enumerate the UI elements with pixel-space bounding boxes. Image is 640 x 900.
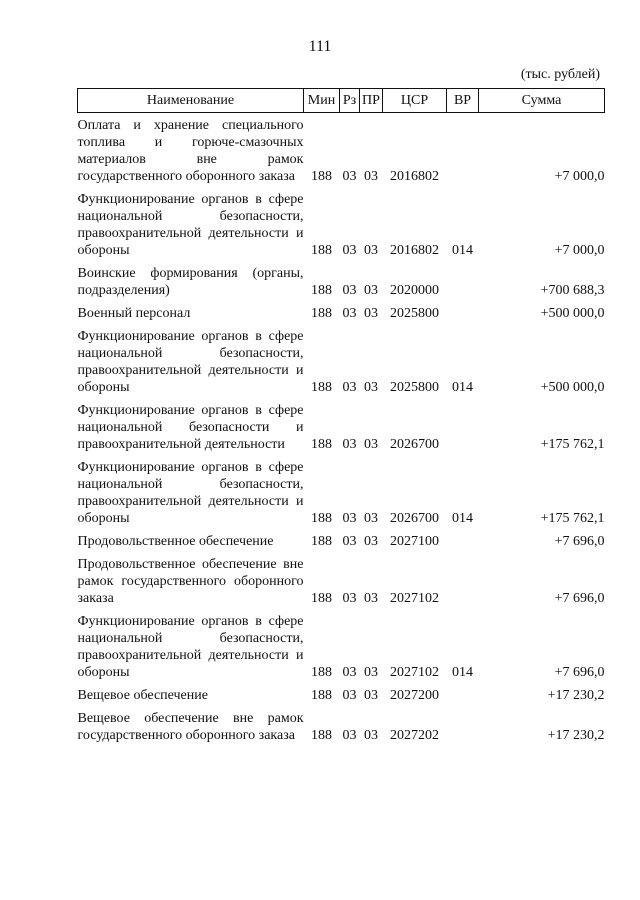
- table-row: [78, 185, 605, 259]
- row-csr: 2027102: [390, 591, 439, 606]
- row-sum: +7 696,0: [554, 534, 605, 549]
- table-row: [78, 396, 605, 453]
- row-vr: [447, 259, 479, 299]
- row-sum: +7 696,0: [554, 665, 605, 680]
- header-csr: ЦСР: [383, 89, 447, 113]
- row-sum: +500 000,0: [540, 306, 605, 321]
- row-vr: 014: [452, 243, 473, 258]
- row-rz: 03: [342, 728, 357, 743]
- table-row: [78, 704, 605, 744]
- page-number: 111: [308, 38, 332, 55]
- row-sum: +700 688,3: [540, 283, 605, 298]
- row-csr: 2027100: [390, 534, 439, 549]
- row-pr: 03: [364, 169, 378, 184]
- row-min: 188: [311, 688, 332, 703]
- header-rz: Рз: [340, 89, 360, 113]
- row-name: Функционирование органов в сфере национальной безопасности, правоохранительной деятельности и обороны: [77, 192, 304, 258]
- row-pr: 03: [364, 380, 378, 395]
- row-name: Оплата и хранение специального топлива и горюче-смазочных материалов вне рамок государственного оборонного заказа: [77, 118, 304, 184]
- table-row: [78, 607, 605, 681]
- row-sum: +175 762,1: [540, 511, 605, 526]
- row-min: 188: [311, 169, 332, 184]
- row-vr: [447, 527, 479, 550]
- row-rz: 03: [342, 437, 357, 452]
- row-csr: 2027102: [390, 665, 439, 680]
- row-name: Функционирование органов в сфере национальной безопасности, правоохранительной деятельности и обороны: [77, 329, 304, 395]
- row-min: 188: [311, 437, 332, 452]
- row-name: Вещевое обеспечение: [77, 688, 208, 703]
- row-name: Продовольственное обеспечение: [77, 534, 274, 549]
- row-vr: [447, 550, 479, 607]
- table-row: [78, 259, 605, 299]
- row-rz: 03: [342, 306, 357, 321]
- row-name: Вещевое обеспечение вне рамок государственного оборонного заказа: [77, 711, 304, 743]
- row-vr: 014: [452, 380, 473, 395]
- row-pr: 03: [364, 437, 378, 452]
- row-csr: 2026700: [390, 511, 439, 526]
- row-rz: 03: [342, 665, 357, 680]
- row-vr: [447, 396, 479, 453]
- row-pr: 03: [364, 283, 378, 298]
- row-vr: [447, 704, 479, 744]
- table-row: [78, 113, 605, 186]
- row-csr: 2027200: [390, 688, 439, 703]
- header-min: Мин: [304, 89, 340, 113]
- table-row: [78, 550, 605, 607]
- row-min: 188: [311, 534, 332, 549]
- row-pr: 03: [364, 534, 378, 549]
- row-rz: 03: [342, 283, 357, 298]
- row-csr: 2025800: [390, 306, 439, 321]
- row-pr: 03: [364, 511, 378, 526]
- row-csr: 2027202: [390, 728, 439, 743]
- row-min: 188: [311, 380, 332, 395]
- row-name: Функционирование органов в сфере национальной безопасности и правоохранительной деятельности: [77, 403, 304, 452]
- row-csr: 2016802: [390, 243, 439, 258]
- row-sum: +175 762,1: [540, 437, 605, 452]
- table-row: [78, 322, 605, 396]
- row-sum: +17 230,2: [547, 688, 605, 703]
- table-row: [78, 453, 605, 527]
- row-pr: 03: [364, 306, 378, 321]
- row-name: Воинские формирования (органы, подразделения): [77, 266, 304, 298]
- row-min: 188: [311, 306, 332, 321]
- row-csr: 2026700: [390, 437, 439, 452]
- header-sum: Сумма: [479, 89, 605, 113]
- row-min: 188: [311, 283, 332, 298]
- row-csr: 2020000: [390, 283, 439, 298]
- row-min: 188: [311, 243, 332, 258]
- row-rz: 03: [342, 591, 357, 606]
- header-name: Наименование: [78, 89, 304, 113]
- row-sum: +17 230,2: [547, 728, 605, 743]
- row-min: 188: [311, 591, 332, 606]
- row-rz: 03: [342, 169, 357, 184]
- row-name: Функционирование органов в сфере национальной безопасности, правоохранительной деятельности и обороны: [77, 460, 304, 526]
- row-rz: 03: [342, 243, 357, 258]
- row-pr: 03: [364, 591, 378, 606]
- row-csr: 2016802: [390, 169, 439, 184]
- row-vr: [447, 299, 479, 322]
- row-pr: 03: [364, 728, 378, 743]
- row-vr: 014: [452, 665, 473, 680]
- budget-table: [77, 88, 605, 744]
- row-vr: [447, 113, 479, 186]
- row-vr: 014: [452, 511, 473, 526]
- row-sum: +7 000,0: [554, 243, 605, 258]
- row-sum: +7 696,0: [554, 591, 605, 606]
- table-row: [78, 299, 605, 322]
- header-vr: ВР: [447, 89, 479, 113]
- row-rz: 03: [342, 511, 357, 526]
- row-rz: 03: [342, 534, 357, 549]
- row-name: Военный персонал: [77, 306, 191, 321]
- row-min: 188: [311, 511, 332, 526]
- row-vr: [447, 681, 479, 704]
- row-sum: +500 000,0: [540, 380, 605, 395]
- row-rz: 03: [342, 380, 357, 395]
- row-name: Продовольственное обеспечение вне рамок государственного оборонного заказа: [77, 557, 304, 606]
- units-label: (тыс. рублей): [520, 67, 600, 82]
- row-rz: 03: [342, 688, 357, 703]
- row-pr: 03: [364, 243, 378, 258]
- row-pr: 03: [364, 688, 378, 703]
- row-pr: 03: [364, 665, 378, 680]
- row-sum: +7 000,0: [554, 169, 605, 184]
- table-row: [78, 681, 605, 704]
- row-min: 188: [311, 728, 332, 743]
- row-csr: 2025800: [390, 380, 439, 395]
- header-pr: ПР: [360, 89, 383, 113]
- row-name: Функционирование органов в сфере национальной безопасности, правоохранительной деятельности и обороны: [77, 614, 304, 680]
- table-header-row: [78, 89, 605, 113]
- row-min: 188: [311, 665, 332, 680]
- table-row: [78, 527, 605, 550]
